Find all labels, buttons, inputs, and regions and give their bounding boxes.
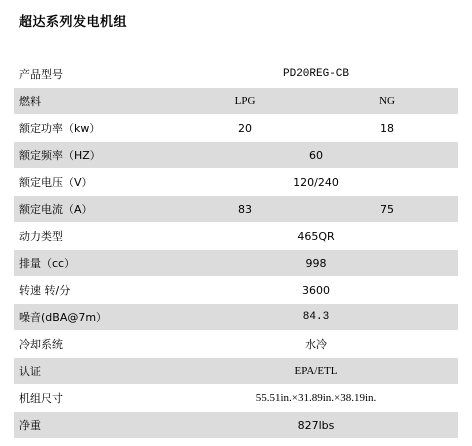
spec-row-rated-power	[14, 115, 458, 142]
spec-value-net-weight: 827lbs	[174, 412, 458, 439]
spec-row-displacement	[14, 250, 458, 277]
spec-label-dimensions: 机组尺寸	[19, 392, 63, 405]
spec-value-speed: 3600	[302, 283, 330, 297]
spec-row-speed	[14, 277, 458, 304]
spec-value-cooling-system: 水冷	[305, 338, 327, 351]
spec-row-certification	[14, 358, 458, 385]
spec-row-cooling-system	[14, 331, 458, 358]
spec-value-fuel-ng: NG	[316, 88, 458, 115]
spec-label-rated-power: 额定功率（kw）	[19, 122, 101, 135]
spec-label-certification: 认证	[14, 358, 174, 385]
spec-row-fuel	[14, 88, 458, 115]
spec-value-displacement: 998	[174, 250, 458, 277]
spec-label-fuel: 燃料	[14, 88, 174, 115]
spec-label-model: 产品型号	[19, 68, 63, 81]
spec-value-rated-power-lpg: 20	[238, 121, 252, 135]
spec-label-noise: 噪音(dBA@7m）	[14, 304, 174, 331]
spec-row-rated-frequency	[14, 142, 458, 169]
spec-value-rated-voltage: 120/240	[293, 175, 339, 189]
spec-label-displacement: 排量（cc）	[14, 250, 174, 277]
spec-label-rated-voltage: 额定电压（V）	[19, 176, 93, 189]
spec-row-dimensions	[14, 385, 458, 412]
spec-row-net-weight	[14, 412, 458, 439]
spec-value-dimensions: 55.51in.×31.89in.×38.19in.	[255, 392, 377, 404]
spec-value-rated-current-ng: 75	[316, 196, 458, 223]
spec-label-rated-frequency: 额定频率（HZ）	[14, 142, 174, 169]
spec-value-certification: EPA/ETL	[174, 358, 458, 385]
page-title: 超达系列发电机组	[19, 15, 128, 30]
spec-value-fuel-lpg: LPG	[174, 88, 316, 115]
spec-row-rated-current	[14, 196, 458, 223]
spec-value-model: PD20REG-CB	[283, 68, 350, 80]
spec-row-noise	[14, 304, 458, 331]
spec-row-rated-voltage	[14, 169, 458, 196]
spec-value-rated-current-lpg: 83	[174, 196, 316, 223]
spec-value-noise: 84.3	[174, 304, 458, 331]
spec-value-engine-type: 465QR	[297, 229, 335, 243]
spec-value-rated-power-ng: 18	[380, 121, 394, 135]
spec-label-speed: 转速 转/分	[19, 284, 71, 297]
spec-label-rated-current: 额定电流（A）	[14, 196, 174, 223]
spec-value-rated-frequency: 60	[174, 142, 458, 169]
spec-row-model	[14, 61, 458, 88]
spec-label-net-weight: 净重	[14, 412, 174, 439]
spec-label-cooling-system: 冷却系统	[19, 338, 63, 351]
spec-label-engine-type: 动力类型	[19, 230, 63, 243]
spec-table	[14, 61, 458, 439]
spec-row-engine-type	[14, 223, 458, 250]
